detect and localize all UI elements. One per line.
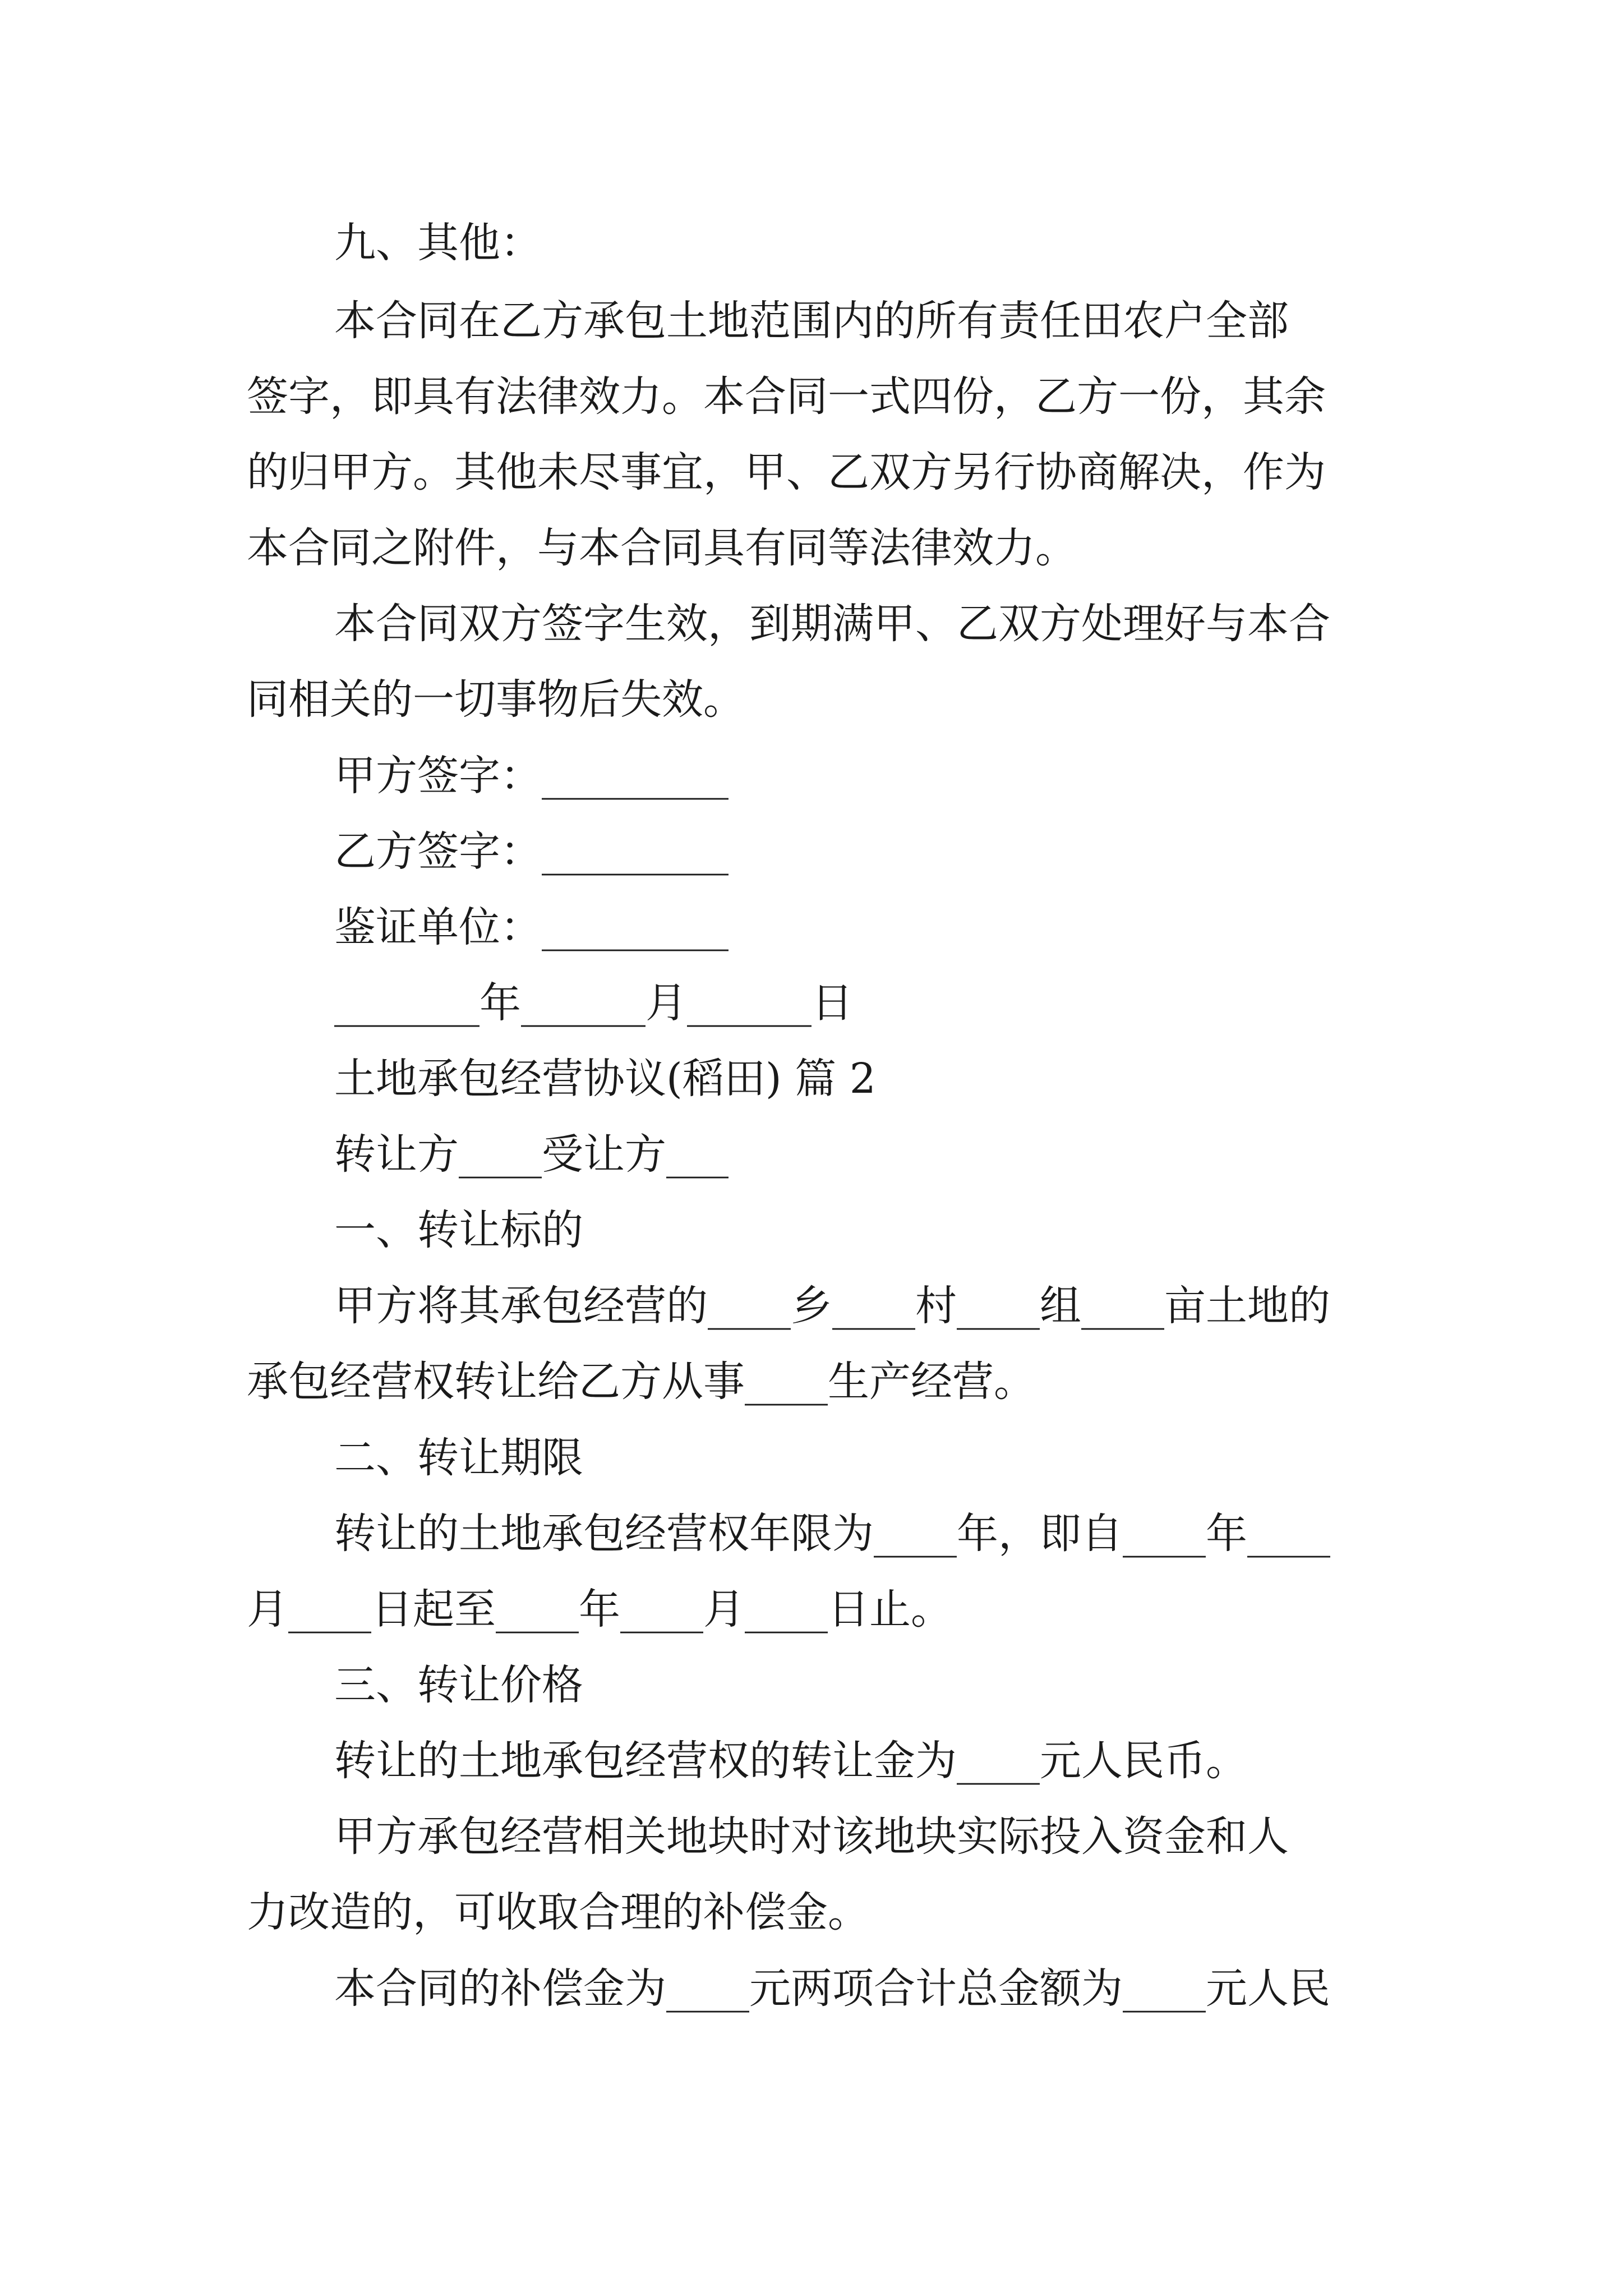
notary-unit-line: 鉴证单位：_________	[334, 903, 728, 951]
parties-line: 转让方____受让方___	[334, 1130, 728, 1179]
paragraph-line: 本合同双方签字生效，到期满甲、乙双方处理好与本合	[334, 600, 1330, 648]
paragraph-line: 承包经营权转让给乙方从事____生产经营。	[247, 1358, 1035, 1406]
paragraph-line: 月____日起至____年____月____日止。	[247, 1585, 952, 1634]
paragraph-line: 签字，即具有法律效力。本合同一式四份，乙方一份，其余	[247, 372, 1326, 421]
section-heading-transfer-subject: 一、转让标的	[334, 1206, 583, 1254]
section-heading-transfer-term: 二、转让期限	[334, 1434, 583, 1482]
section-heading-transfer-price: 三、转让价格	[334, 1661, 583, 1709]
document-title-part-2: 土地承包经营协议(稻田) 篇 2	[334, 1055, 876, 1103]
paragraph-line: 本合同之附件，与本合同具有同等法律效力。	[247, 524, 1077, 572]
party-b-signature-line: 乙方签字：_________	[334, 827, 728, 876]
paragraph-line: 转让的土地承包经营权年限为____年，即自____年____	[334, 1510, 1330, 1558]
date-line: _______年______月______日	[334, 979, 853, 1027]
paragraph-line: 甲方承包经营相关地块时对该地块实际投入资金和人	[334, 1812, 1289, 1861]
paragraph-line: 的归甲方。其他未尽事宜，甲、乙双方另行协商解决，作为	[247, 448, 1326, 496]
paragraph-line: 本合同的补偿金为____元两项合计总金额为____元人民	[334, 1964, 1330, 2013]
party-a-signature-line: 甲方签字：_________	[334, 752, 728, 800]
paragraph-line: 力改造的，可收取合理的补偿金。	[247, 1888, 869, 1936]
paragraph-line: 甲方将其承包经营的____乡____村____组____亩土地的	[334, 1282, 1330, 1330]
paragraph-line: 转让的土地承包经营权的转让金为____元人民币。	[334, 1737, 1247, 1785]
paragraph-line: 本合同在乙方承包土地范围内的所有责任田农户全部	[334, 297, 1289, 345]
paragraph-line: 同相关的一切事物后失效。	[247, 675, 745, 724]
section-heading-other: 九、其他：	[334, 219, 542, 267]
